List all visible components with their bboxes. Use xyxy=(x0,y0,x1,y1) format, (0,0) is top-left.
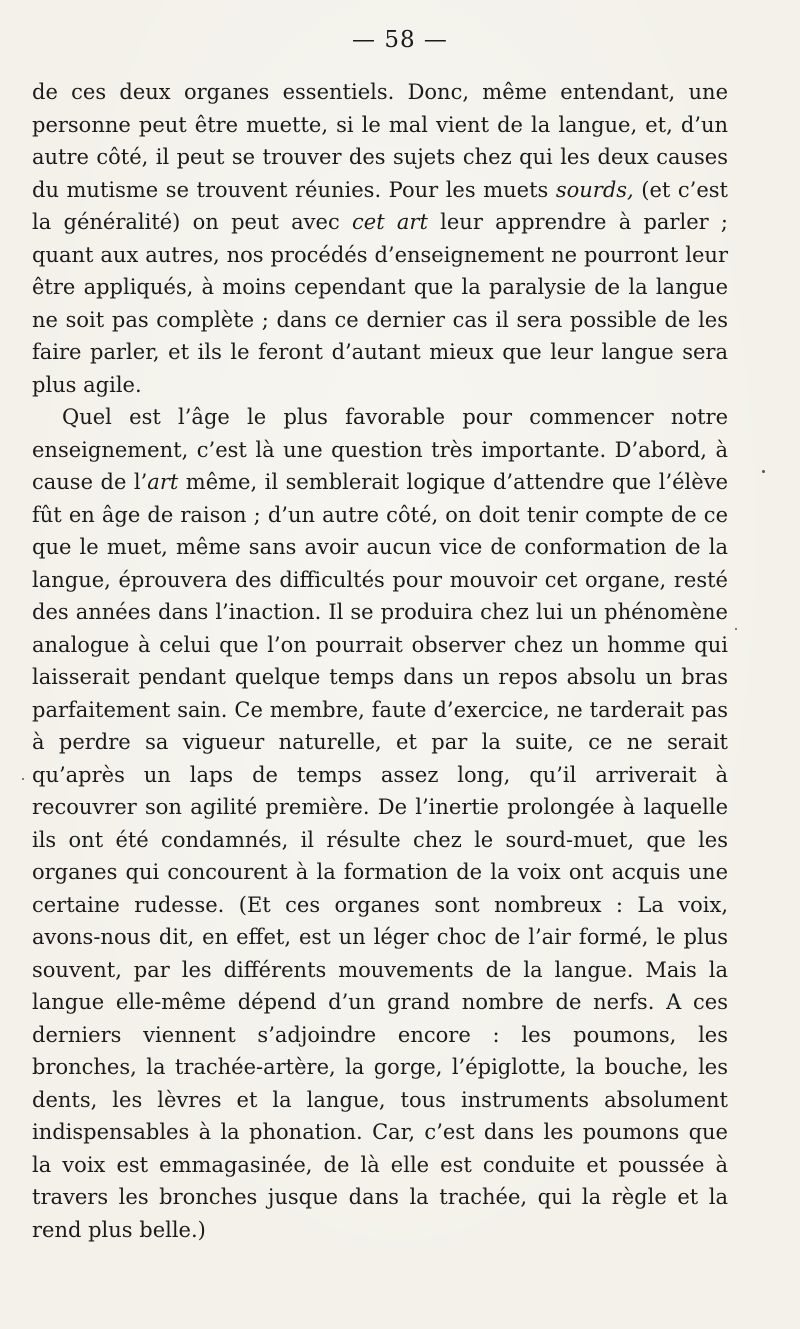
ink-speck xyxy=(762,470,765,473)
page-number: — 58 — xyxy=(352,27,448,53)
ink-speck xyxy=(22,778,24,780)
paragraph-1 xyxy=(32,76,728,401)
paragraph-1-text-b: (et c’est la généralité) on peut avec xyxy=(32,177,728,234)
paragraph-1-text-c: leur apprendre à parler ; quant aux autres, nos procédés d’enseignement ne pourront leur être appliqués, à moins cependant que la paralysie de la langue ne soit pas complète ; dans ce dernier cas il sera possible de les faire parler, et ils le feront d’autant mieux que leur langue sera plus agile. xyxy=(32,210,728,397)
paragraph-2-text-a: Quel est l’âge le plus favorable pour commencer notre enseignement, c’est là une question très importante. D’abord, à cause de l’ xyxy=(32,405,728,494)
ink-speck xyxy=(735,628,737,630)
italic-sourds: sourds, xyxy=(555,177,634,202)
body-text xyxy=(32,76,728,1246)
italic-cet-art: cet art xyxy=(352,210,428,234)
paragraph-2-text-b: même, il semblerait logique d’attendre que l’élève fût en âge de raison ; d’un autre côté, on doit tenir compte de ce que le muet, même sans avoir aucun vice de conformation de la langue, éprouvera des difficultés pour mouvoir cet organe, resté des années dans l’inaction. Il se produira chez lui un phénomène analogue à celui que l’on pourrait observer chez un homme qui laisserait pendant quelque temps dans un repos absolu un bras parfaitement sain. Ce membre, faute d’exercice, ne tarderait pas à perdre sa vigueur naturelle, et par la suite, ce ne serait qu’après un laps de temps assez long, qu’il arriverait à recouvrer son agilité première. De l’inertie prolongée à laquelle ils ont été condamnés, il résulte chez le sourd-muet, que les organes qui concourent à la formation de la voix ont acquis une certaine rudesse. (Et ces organes sont nombreux : La voix, avons-nous dit, en effet, est un léger choc de l’air formé, le plus souvent, par les différents mouvements de la langue. Mais la langue elle-même dépend d’un grand nombre de nerfs. A ces derniers viennent s’adjoindre encore : les poumons, les bronches, la trachée-artère, la gorge, l’épiglotte, la bouche, les dents, les lèvres et la langue, tous instruments absolument indispensables à la phonation. Car, c’est dans les poumons que la voix est emmagasinée, de là elle est conduite et poussée à travers les bronches jusque dans la trachée, qui la règle et la rend plus belle.) xyxy=(32,470,728,1242)
italic-art: art xyxy=(147,470,179,494)
paragraph-2 xyxy=(32,401,728,1246)
paragraph-1-text-a: de ces deux organes essentiels. Donc, même entendant, une personne peut être muette, si le mal vient de la langue, et, d’un autre côté, il peut se trouver des sujets chez qui les deux causes du mutisme se trouvent réunies. Pour les muets xyxy=(32,80,728,202)
